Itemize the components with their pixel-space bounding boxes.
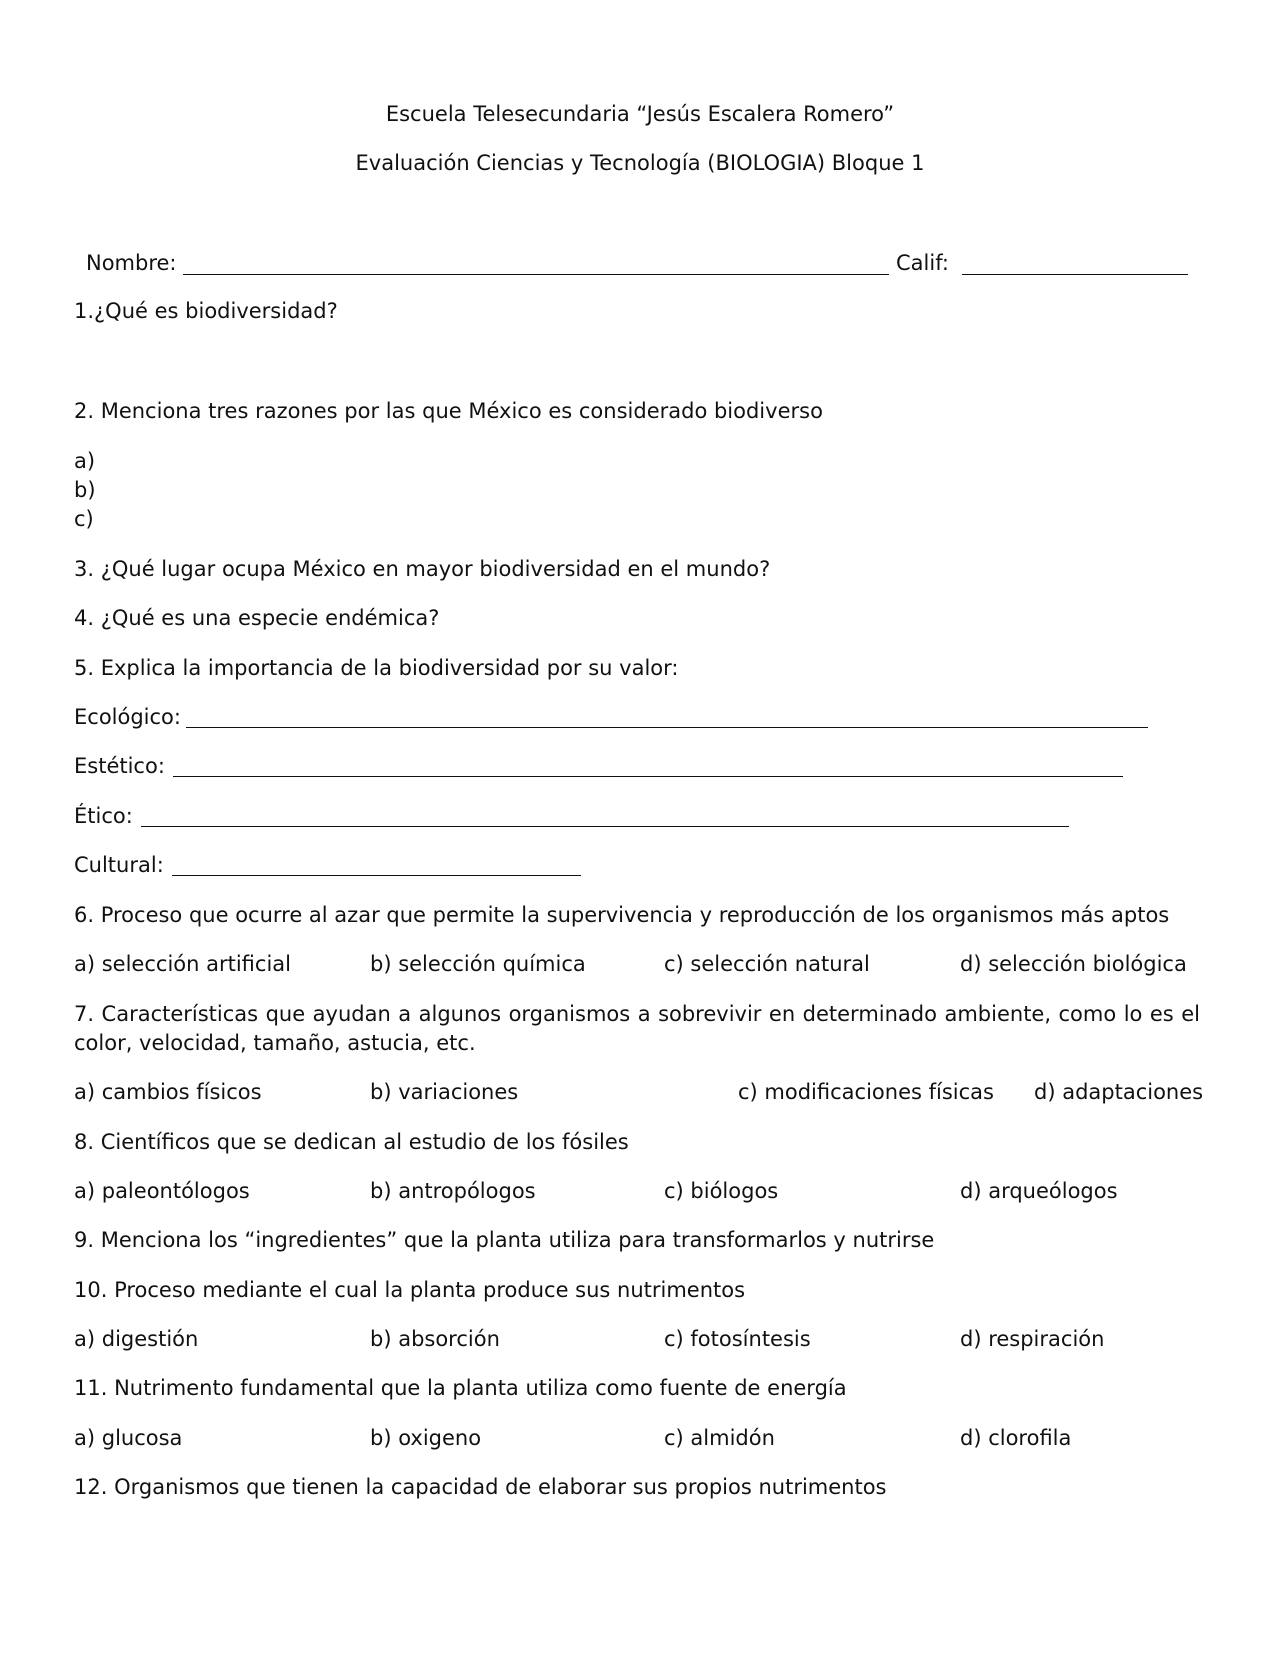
q8-option-d[interactable]: d) arqueólogos bbox=[960, 1179, 1118, 1203]
question-3: 3. ¿Qué lugar ocupa México en mayor biodiversidad en el mundo? bbox=[74, 557, 771, 581]
answer-item-a: a) bbox=[74, 449, 96, 473]
field-label-ecologico: Ecológico: bbox=[74, 705, 181, 729]
question-1: 1.¿Qué es biodiversidad? bbox=[74, 299, 338, 323]
q7-option-c[interactable]: c) modificaciones físicas bbox=[738, 1080, 994, 1104]
q7-option-a[interactable]: a) cambios físicos bbox=[74, 1080, 262, 1104]
question-8: 8. Científicos que se dedican al estudio de los fósiles bbox=[74, 1130, 629, 1154]
q6-option-c[interactable]: c) selección natural bbox=[664, 952, 870, 976]
question-10: 10. Proceso mediante el cual la planta produce sus nutrimentos bbox=[74, 1278, 746, 1302]
question-11: 11. Nutrimento fundamental que la planta utiliza como fuente de energía bbox=[74, 1376, 847, 1400]
q11-option-a[interactable]: a) glucosa bbox=[74, 1426, 183, 1450]
answer-item-b: b) bbox=[74, 478, 96, 502]
answer-item-c: c) bbox=[74, 507, 94, 531]
exam-title: Evaluación Ciencias y Tecnología (BIOLOGIA) Bloque 1 bbox=[355, 151, 925, 175]
question-4: 4. ¿Qué es una especie endémica? bbox=[74, 606, 440, 630]
question-12: 12. Organismos que tienen la capacidad de elaborar sus propios nutrimentos bbox=[74, 1475, 887, 1499]
grade-field[interactable] bbox=[962, 274, 1188, 275]
q8-option-c[interactable]: c) biólogos bbox=[664, 1179, 779, 1203]
field-line-ecologico[interactable] bbox=[186, 727, 1148, 728]
q6-option-a[interactable]: a) selección artificial bbox=[74, 952, 291, 976]
field-label-etico: Ético: bbox=[74, 804, 133, 828]
question-2: 2. Menciona tres razones por las que México es considerado biodiverso bbox=[74, 399, 823, 423]
field-line-estetico[interactable] bbox=[173, 776, 1123, 777]
school-title: Escuela Telesecundaria “Jesús Escalera Romero” bbox=[385, 102, 895, 126]
q6-option-b[interactable]: b) selección química bbox=[370, 952, 586, 976]
field-label-cultural: Cultural: bbox=[74, 853, 164, 877]
q10-option-a[interactable]: a) digestión bbox=[74, 1327, 199, 1351]
q10-option-b[interactable]: b) absorción bbox=[370, 1327, 500, 1351]
question-6: 6. Proceso que ocurre al azar que permite la supervivencia y reproducción de los organismos más aptos bbox=[74, 903, 1170, 927]
q10-option-c[interactable]: c) fotosíntesis bbox=[664, 1327, 811, 1351]
q11-option-d[interactable]: d) clorofila bbox=[960, 1426, 1072, 1450]
q11-option-c[interactable]: c) almidón bbox=[664, 1426, 775, 1450]
name-label: Nombre: bbox=[86, 251, 177, 275]
question-9: 9. Menciona los “ingredientes” que la planta utiliza para transformarlos y nutrirse bbox=[74, 1228, 935, 1252]
q7-option-b[interactable]: b) variaciones bbox=[370, 1080, 519, 1104]
q8-option-a[interactable]: a) paleontólogos bbox=[74, 1179, 250, 1203]
q7-option-d[interactable]: d) adaptaciones bbox=[1034, 1080, 1204, 1104]
q11-option-b[interactable]: b) oxigeno bbox=[370, 1426, 482, 1450]
question-5: 5. Explica la importancia de la biodiversidad por su valor: bbox=[74, 656, 679, 680]
field-line-etico[interactable] bbox=[141, 826, 1069, 827]
field-line-cultural[interactable] bbox=[172, 875, 581, 876]
q10-option-d[interactable]: d) respiración bbox=[960, 1327, 1105, 1351]
q6-option-d[interactable]: d) selección biológica bbox=[960, 952, 1187, 976]
q8-option-b[interactable]: b) antropólogos bbox=[370, 1179, 536, 1203]
question-7: 7. Características que ayudan a algunos organismos a sobrevivir en determinado ambiente, como lo es el color, velocidad, tamaño, astucia, etc. bbox=[74, 1002, 1200, 1055]
name-field[interactable] bbox=[183, 274, 889, 275]
grade-label: Calif: bbox=[896, 251, 949, 275]
field-label-estetico: Estético: bbox=[74, 754, 165, 778]
